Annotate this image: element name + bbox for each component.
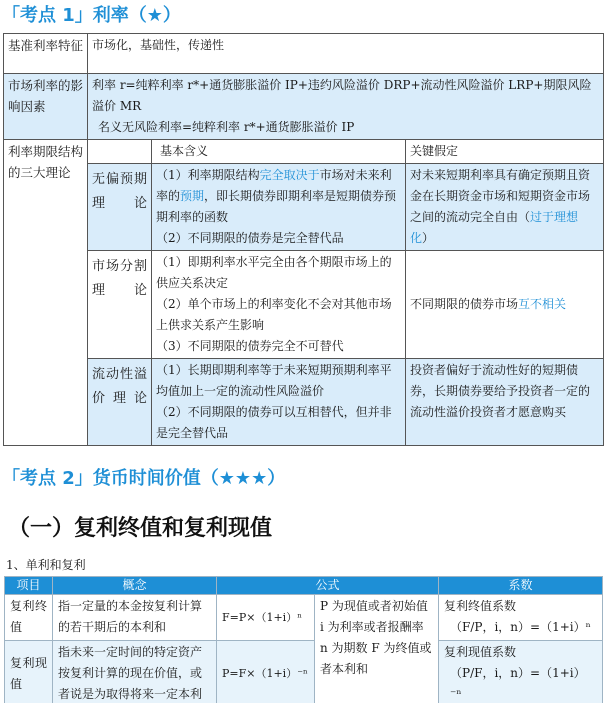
segmented-point-3: （3）不同期限的债券完全不可替代 <box>156 339 344 353</box>
compound-future-concept: 指一定量的本金按复利计算的若干期后的本利和 <box>53 595 217 641</box>
coef-name: 复利现值系数 <box>444 645 517 659</box>
interest-rate-table <box>3 33 604 446</box>
header-coefficient: 系数 <box>439 577 603 595</box>
compound-present-item: 复利现值 <box>5 641 53 703</box>
unbiased-expectations-meaning <box>152 164 406 251</box>
header-concept: 概念 <box>53 577 217 595</box>
table-header-row <box>5 577 603 595</box>
table-row <box>5 641 603 703</box>
coef-name: 复利终值系数 <box>444 599 517 613</box>
header-formula: 公式 <box>217 577 439 595</box>
segmented-market-name: 市场分割理论 <box>88 251 152 359</box>
nominal-rate-formula: 名义无风险利率=纯粹利率 r*+通货膨胀溢价 IP <box>98 120 355 134</box>
market-rate-factors-content <box>88 74 604 140</box>
compound-present-formula: P=F×（1+i）⁻ⁿ <box>217 641 315 703</box>
table-row <box>5 595 603 641</box>
segmented-market-meaning <box>152 251 406 359</box>
table-row <box>4 359 604 446</box>
segmented-point-1: （1）即期利率水平完全由各个期限市场上的供应关系决定 <box>156 255 392 290</box>
liquidity-premium-meaning <box>152 359 406 446</box>
theory-name-header <box>88 140 152 164</box>
compound-interest-table <box>4 576 603 703</box>
coef-formula: （F/P，i，n）=（1+i）ⁿ <box>450 620 591 634</box>
table-row <box>4 74 604 140</box>
unbiased-expectations-name: 无偏预期理论 <box>88 164 152 251</box>
rate-formula: 利率 r=纯粹利率 r*+通货膨胀溢价 IP+违约风险溢价 DRP+流动性风险溢价 LRP+期限风险溢价 MR <box>92 78 592 113</box>
table-row <box>4 164 604 251</box>
compound-future-coefficient <box>439 595 603 641</box>
compound-present-coefficient <box>439 641 603 703</box>
section-1-title: 「考点 1」利率（★） <box>2 5 181 26</box>
table-row <box>4 34 604 74</box>
segmented-point-2: （2）单个市场上的利率变化不会对其他市场上供求关系产生影响 <box>156 297 392 332</box>
formula-variable-notes: P 为现值或者初始值 i 为利率或者报酬率 n 为期数 F 为终值或者本利和 <box>315 595 439 703</box>
key-assumption-header: 关键假定 <box>406 140 604 164</box>
section-2-title: 「考点 2」货币时间价值（★★★） <box>2 468 286 489</box>
segmented-market-assumption: 不同期限的债券市场互不相关 <box>406 251 604 359</box>
liquidity-premium-assumption: 投资者偏好于流动性好的短期债券，长期债券要给予投资者一定的流动性溢价投资者才愿意购买 <box>406 359 604 446</box>
header-item: 项目 <box>5 577 53 595</box>
subsection-title: （一）复利终值和复利现值 <box>8 516 273 541</box>
liquidity-premium-name: 流动性溢价理论 <box>88 359 152 446</box>
coef-formula: （P/F，i，n）=（1+i）⁻ⁿ <box>450 666 586 701</box>
compound-future-formula: F=P×（1+i）ⁿ <box>217 595 315 641</box>
basic-meaning-header: 基本含义 <box>152 140 406 164</box>
table-row <box>4 140 604 164</box>
list-title: 1、单利和复利 <box>6 558 86 572</box>
term-structure-theories-label: 利率期限结构的三大理论 <box>4 140 88 446</box>
benchmark-rate-content: 市场化，基础性，传递性 <box>88 34 604 74</box>
liquidity-point-1: （1）长期即期利率等于未来短期预期利率平均值加上一定的流动性风险溢价 <box>156 363 392 398</box>
table-row <box>4 251 604 359</box>
unbiased-expectations-assumption: 对未来短期利率具有确定预期且资金在长期资金市场和短期资金市场之间的流动完全自由（过于理想化） <box>406 164 604 251</box>
compound-future-item: 复利终值 <box>5 595 53 641</box>
compound-present-concept: 指未来一定时间的特定资产按复利计算的现在价值，或者说是为取得将来一定本利 <box>53 641 217 703</box>
liquidity-point-2: （2）不同期限的债券可以互相替代，但并非是完全替代品 <box>156 405 392 440</box>
market-rate-factors-label: 市场利率的影响因素 <box>4 74 88 140</box>
benchmark-rate-label: 基准利率特征 <box>4 34 88 74</box>
unbiased-point-2: （2）不同期限的债券是完全替代品 <box>156 231 344 245</box>
unbiased-point-1: （1）利率期限结构完全取决于市场对未来利率的预期，即长期债券即期利率是短期债券预期利率的函数 <box>156 168 397 224</box>
